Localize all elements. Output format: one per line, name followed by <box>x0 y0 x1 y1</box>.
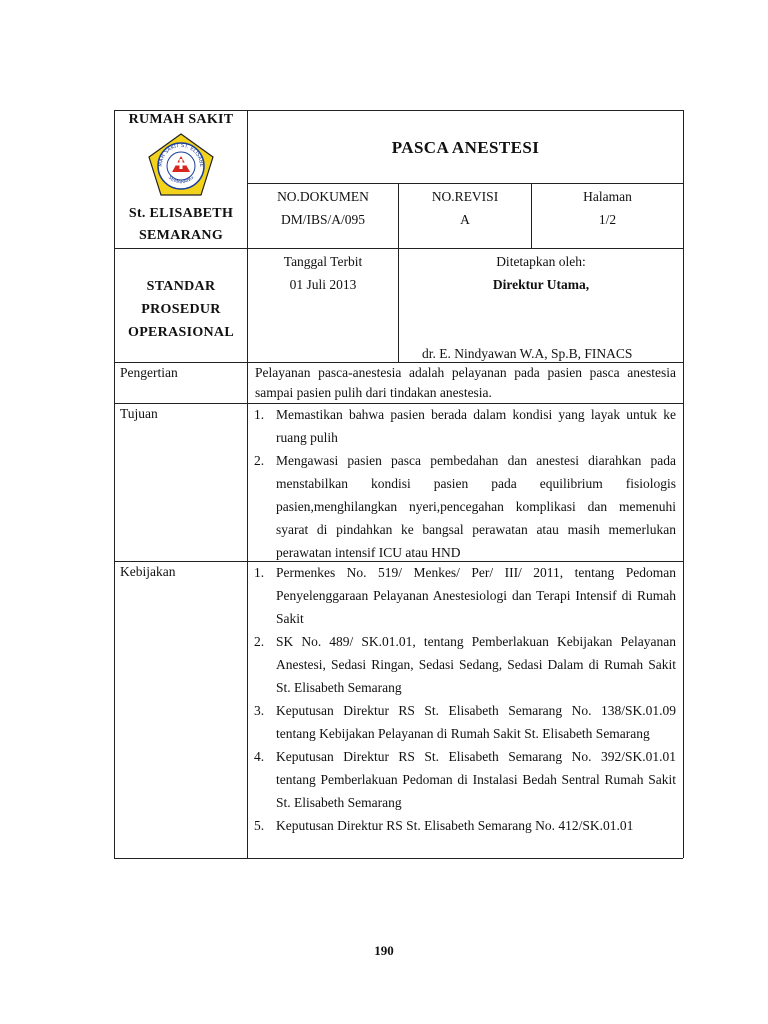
kebijakan-list <box>250 561 676 837</box>
list-item: 2. Mengawasi pasien pasca pembedahan dan anestesi diarahkan pada menstabilkan kondisi pasien pada equilibrium fisiologis pasien,menghilangkan nyeri,pencegahan komplikasi dan memenuhi syarat di pindahkan ke bangsal perawatan atau masih memerlukan perawatan intensif ICU atau HND <box>254 453 676 560</box>
kebijakan-label: Kebijakan <box>120 564 176 579</box>
pengertian-label: Pengertian <box>120 365 178 380</box>
list-item: 5. Keputusan Direktur RS St. Elisabeth Semarang No. 412/SK.01.01 <box>254 818 634 833</box>
svg-text:RUMAH SAKIT ST. ELISABETH: MAH SAKIT ST. ELISABE <box>157 142 205 168</box>
tujuan-label: Tujuan <box>120 406 158 421</box>
ditetapkan-label: Ditetapkan oleh: <box>496 254 586 269</box>
table-border-bottom <box>114 858 683 859</box>
page-number: 190 <box>374 943 394 958</box>
no-dokumen-value: DM/IBS/A/095 <box>280 212 365 227</box>
direktur-name: dr. E. Nindyawan W.A, Sp.B, FINACS <box>422 346 633 361</box>
halaman-value: 1/2 <box>598 212 617 227</box>
title-row-divider <box>247 183 683 184</box>
hospital-name-line3: SEMARANG <box>138 228 224 243</box>
list-item: 1. Permenkes No. 519/ Menkes/ Per/ III/ 2011, tentang Pedoman Penyelenggaraan Pelayanan Anestesiologi dan Terapi Intensif di Rumah Sakit <box>254 565 676 626</box>
direktur-label: Direktur Utama, <box>492 277 590 292</box>
no-revisi-value: A <box>460 212 470 227</box>
tanggal-terbit-value: 01 Juli 2013 <box>289 277 357 292</box>
hospital-name-line1: RUMAH SAKIT <box>128 112 234 127</box>
table-border-right <box>683 110 684 858</box>
tujuan-list <box>250 403 676 564</box>
table-border-left <box>114 110 115 858</box>
pengertian-text: Pelayanan pasca-anestesia adalah pelayanan pada pasien pasca anestesia sampai pasien pulih dari tindakan anestesia. <box>255 365 676 400</box>
svg-text:SEMARANG: SEMARANG <box>166 174 196 186</box>
hospital-logo <box>147 132 215 198</box>
list-item: 2. SK No. 489/ SK.01.01, tentang Pemberlakuan Kebijakan Pelayanan Anestesi, Sedasi Ringan, Sedasi Sedang, Sedasi Dalam di Rumah Sakit St. Elisabeth Semarang <box>254 634 676 695</box>
no-revisi-label: NO.REVISI <box>431 189 499 204</box>
spo-line2: PROSEDUR <box>141 302 221 317</box>
halaman-label: Halaman <box>583 189 632 204</box>
spo-line3: OPERASIONAL <box>128 325 234 340</box>
document-title: PASCA ANESTESI <box>391 138 540 157</box>
list-item: 1. Memastikan bahwa pasien berada dalam kondisi yang layak untuk ke ruang pulih <box>254 407 676 445</box>
list-item: 3. Keputusan Direktur RS St. Elisabeth Semarang No. 138/SK.01.09 tentang Kebijakan Pelayanan di Rumah Sakit St. Elisabeth Semarang <box>254 703 676 741</box>
tanggal-terbit-label: Tanggal Terbit <box>283 254 363 269</box>
spo-line1: STANDAR <box>146 279 216 294</box>
hospital-logo-icon <box>147 132 215 198</box>
no-dokumen-label: NO.DOKUMEN <box>277 189 369 204</box>
spo-label <box>115 275 247 344</box>
hospital-name-line2: St. ELISABETH <box>128 206 234 221</box>
table-border-top <box>114 110 683 111</box>
list-item: 4. Keputusan Direktur RS St. Elisabeth Semarang No. 392/SK.01.01 tentang Pemberlakuan Pedoman di Instalasi Bedah Sentral Rumah Sakit St. Elisabeth Semarang <box>254 749 676 810</box>
